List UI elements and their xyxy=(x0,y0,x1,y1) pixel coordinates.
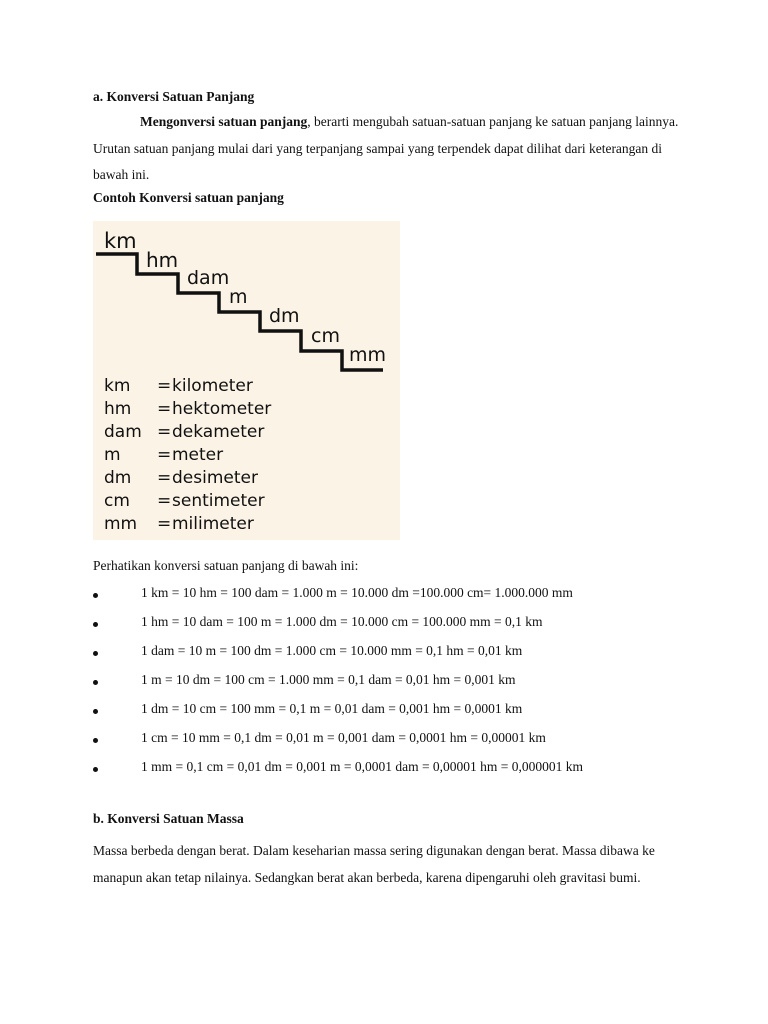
conversion-text: 1 hm = 10 dam = 100 m = 1.000 dm = 10.000 cm = 100.000 mm = 0,1 km xyxy=(141,614,543,629)
glossary-equals: = xyxy=(157,399,172,419)
section-b-paragraph: Massa berbeda dengan berat. Dalam keseharian massa sering digunakan dengan berat. Massa dibawa ke manapun akan tetap nilainya. Sedangkan berat akan berbeda, karena dipengaruhi oleh gravitasi bumi. xyxy=(93,843,655,885)
conversions-intro: Perhatikan konversi satuan panjang di bawah ini: xyxy=(93,558,359,573)
conversion-text: 1 km = 10 hm = 100 dam = 1.000 m = 10.000 dm =100.000 cm= 1.000.000 mm xyxy=(141,585,573,600)
staircase-unit-km: km xyxy=(104,229,137,253)
bullet-icon xyxy=(93,738,98,743)
glossary-name: milimeter xyxy=(172,514,254,534)
glossary-equals: = xyxy=(157,445,172,465)
glossary-name: desimeter xyxy=(172,468,258,488)
intro-rest-text: , berarti mengubah satuan-satuan panjang ke satuan panjang lainnya. Urutan satuan panjang mulai dari yang terpanjang sampai yang terpendek dapat dilihat dari keterangan di bawah ini. xyxy=(93,114,679,182)
conversion-text: 1 m = 10 dm = 100 cm = 1.000 mm = 0,1 dam = 0,01 hm = 0,001 km xyxy=(141,672,516,687)
section-b-heading: b. Konversi Satuan Massa xyxy=(93,811,244,826)
staircase-unit-mm: mm xyxy=(349,344,387,366)
section-a-heading: a. Konversi Satuan Panjang xyxy=(93,89,255,104)
glossary-name: dekameter xyxy=(172,422,265,442)
bullet-icon xyxy=(93,709,98,714)
bullet-icon xyxy=(93,622,98,627)
glossary-abbr: cm xyxy=(104,491,130,511)
staircase-unit-hm: hm xyxy=(146,248,179,272)
staircase-unit-dm: dm xyxy=(269,305,300,327)
staircase-unit-m: m xyxy=(229,286,248,308)
staircase-unit-dam: dam xyxy=(187,267,230,289)
glossary-equals: = xyxy=(157,514,172,534)
glossary-equals: = xyxy=(157,491,172,511)
conversion-text: 1 dam = 10 m = 100 dm = 1.000 cm = 10.000 mm = 0,1 hm = 0,01 km xyxy=(141,643,523,658)
length-units-staircase-figure xyxy=(93,221,400,540)
staircase-unit-cm: cm xyxy=(311,325,340,347)
glossary-abbr: dam xyxy=(104,422,142,442)
glossary-name: meter xyxy=(172,445,224,465)
glossary-name: hektometer xyxy=(172,399,272,419)
section-a-intro-paragraph xyxy=(93,109,683,189)
glossary-equals: = xyxy=(157,422,172,442)
bullet-icon xyxy=(93,651,98,656)
glossary-name: sentimeter xyxy=(172,491,265,511)
glossary-abbr: hm xyxy=(104,399,132,419)
bullet-icon xyxy=(93,767,98,772)
glossary-abbr: m xyxy=(104,445,121,465)
intro-bold-term: Mengonversi satuan panjang xyxy=(140,114,308,129)
example-heading: Contoh Konversi satuan panjang xyxy=(93,190,284,205)
conversion-text: 1 mm = 0,1 cm = 0,01 dm = 0,001 m = 0,0001 dam = 0,00001 hm = 0,000001 km xyxy=(141,759,584,774)
glossary-abbr: mm xyxy=(104,514,138,534)
glossary-equals: = xyxy=(157,376,172,396)
glossary-equals: = xyxy=(157,468,172,488)
conversion-text: 1 cm = 10 mm = 0,1 dm = 0,01 m = 0,001 dam = 0,0001 hm = 0,00001 km xyxy=(141,730,546,745)
glossary-abbr: dm xyxy=(104,468,132,488)
conversion-text: 1 dm = 10 cm = 100 mm = 0,1 m = 0,01 dam = 0,001 hm = 0,0001 km xyxy=(141,701,523,716)
glossary-name: kilometer xyxy=(172,376,253,396)
bullet-icon xyxy=(93,593,98,598)
bullet-icon xyxy=(93,680,98,685)
glossary-abbr: km xyxy=(104,376,131,396)
